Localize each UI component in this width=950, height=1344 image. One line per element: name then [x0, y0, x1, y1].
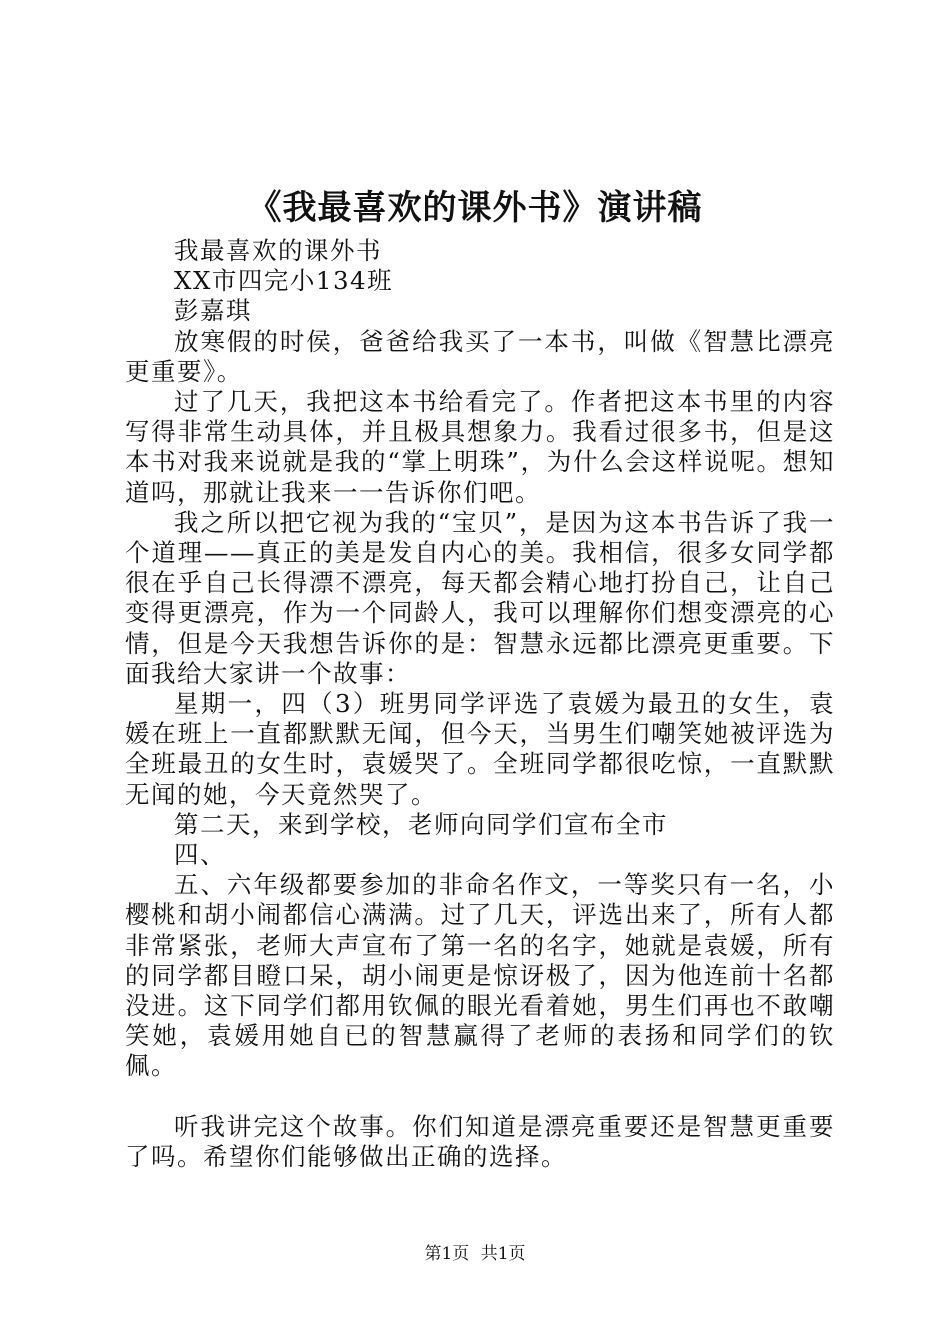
body-paragraph: 四、	[174, 840, 226, 870]
closing-paragraph: 听我讲完这个故事。你们知道是漂亮重要还是智慧更重要了吗。希望你们能够做出正确的选择。	[125, 1111, 835, 1171]
body-paragraph: 过了几天，我把这本书给看完了。作者把这本书里的内容写得非常生动具体，并且极具想象力。我看过很多书，但是这本书对我来说就是我的“掌上明珠”，为什么会这样说呢。想知道吗，那就让我来一一告诉你们吧。	[125, 387, 835, 507]
body-paragraph: 我之所以把它视为我的“宝贝”，是因为这本书告诉了我一个道理——真正的美是发自内心的美。我相信，很多女同学都很在乎自己长得漂不漂亮，每天都会精心地打扮自己，让自己变得更漂亮，作为一个同龄人，我可以理解你们想变漂亮的心情，但是今天我想告诉你的是：智慧永远都比漂亮更重要。下面我给大家讲一个故事：	[125, 507, 835, 688]
body-paragraph: 放寒假的时侯，爸爸给我买了一本书，叫做《智慧比漂亮更重要》。	[125, 326, 835, 386]
author-name-paragraph: 彭嘉琪	[174, 296, 252, 326]
body-paragraph: 星期一，四（3）班男同学评选了袁媛为最丑的女生，袁媛在班上一直都默默无闻，但今天，当男生们嘲笑她被评选为全班最丑的女生时，袁媛哭了。全班同学都很吃惊，一直默默无闻的她，今天竟然哭了。	[125, 689, 835, 809]
body-paragraph: 五、六年级都要参加的非命名作文，一等奖只有一名，小樱桃和胡小闹都信心满满。过了几天，评选出来了，所有人都非常紧张，老师大声宣布了第一名的名字，她就是袁媛，所有的同学都目瞪口呆，胡小闹更是惊讶极了，因为他连前十名都没进。这下同学们都用钦佩的眼光看着她，男生们再也不敢嘲笑她，袁媛用她自已的智慧赢得了老师的表扬和同学们的钦佩。	[125, 870, 835, 1081]
school-class-paragraph: XX市四完小134班	[174, 266, 394, 296]
document-body	[125, 236, 835, 1172]
speech-heading-paragraph: 我最喜欢的课外书	[174, 236, 382, 265]
body-paragraph: 第二天，来到学校，老师向同学们宣布全市	[174, 809, 668, 839]
document-title: 《我最喜欢的课外书》演讲稿	[247, 188, 703, 228]
page-footer: 第1页 共1页	[424, 1244, 526, 1264]
